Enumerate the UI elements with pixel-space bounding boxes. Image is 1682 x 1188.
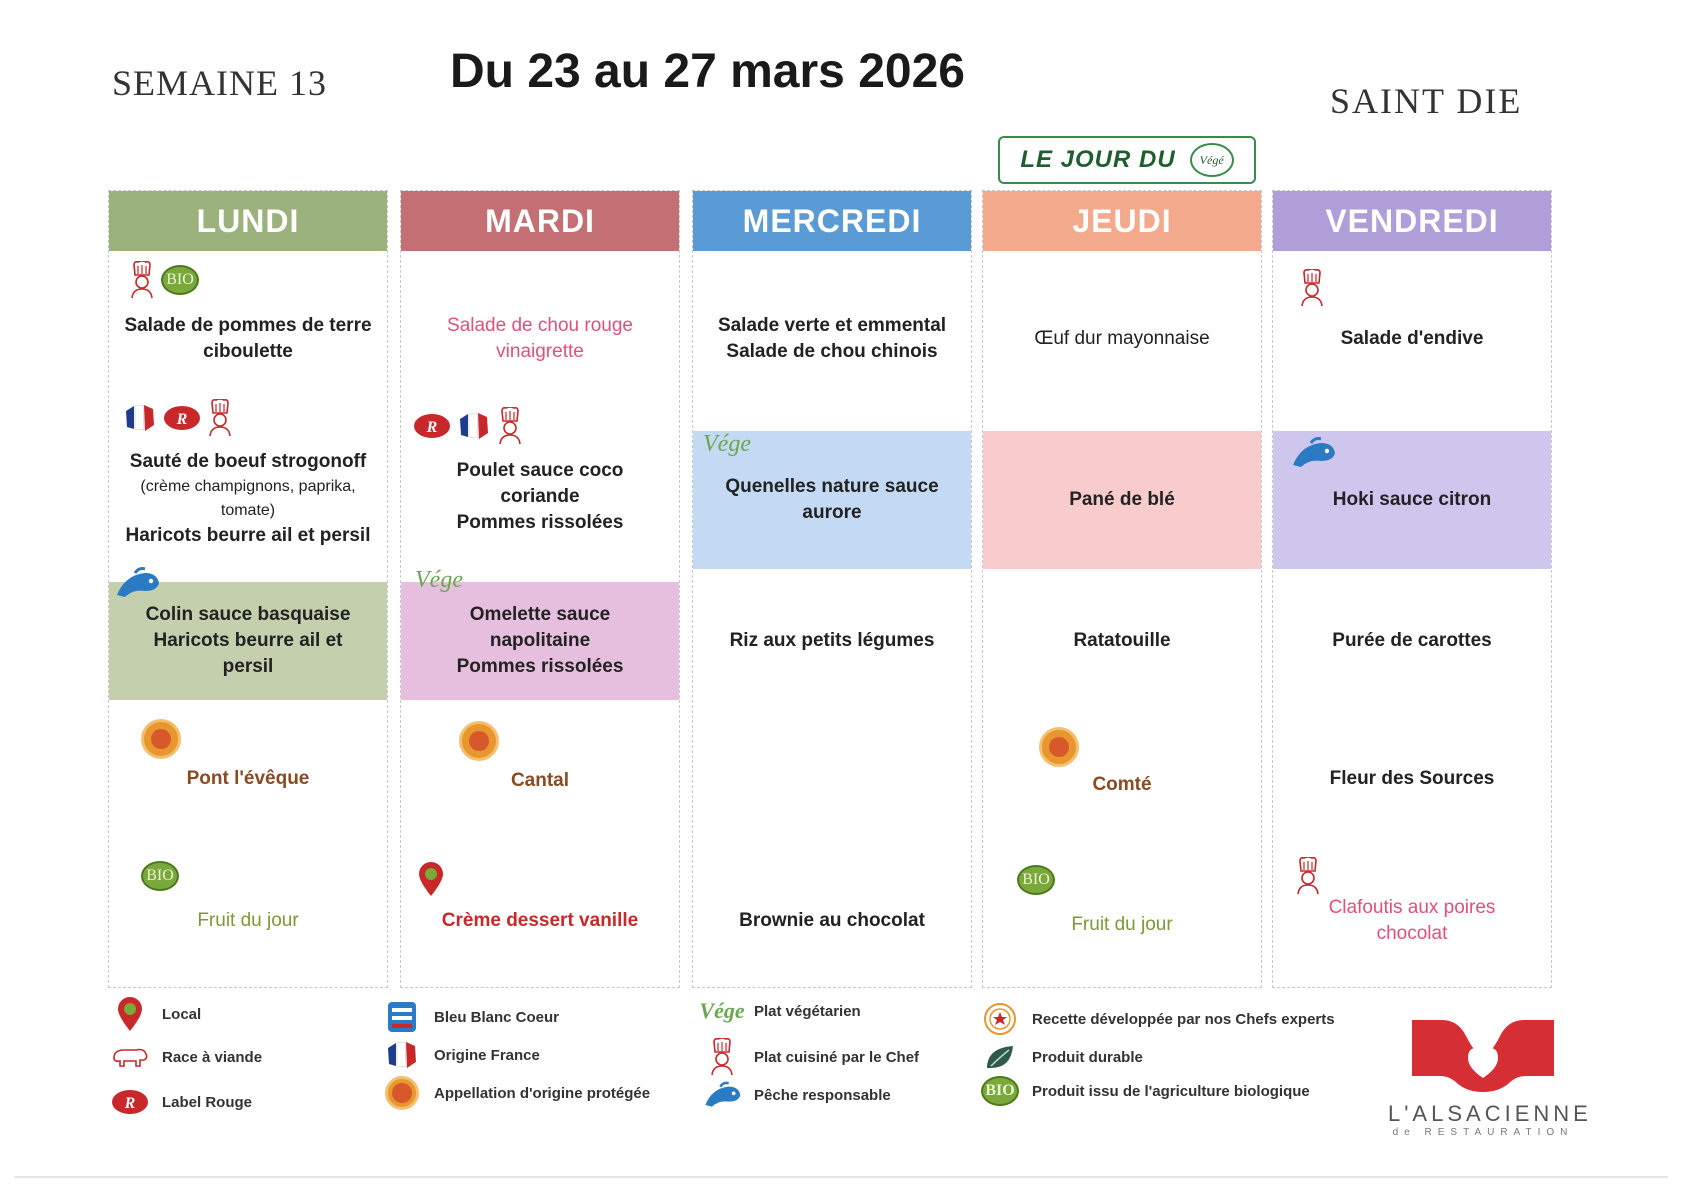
cheese <box>983 767 1261 803</box>
side-dish <box>693 623 971 659</box>
legend-bio-label: Produit issu de l'agriculture biologique <box>1032 1082 1310 1100</box>
label-rouge-icon <box>111 1088 149 1116</box>
dessert-text: Fruit du jour <box>1071 914 1173 935</box>
chef-icon <box>709 1038 735 1076</box>
bio-icon: BIO <box>141 861 179 891</box>
main-dish-text: Hoki sauce citron <box>1332 489 1492 510</box>
aop-icon <box>1039 727 1079 767</box>
vege-icon: Vége <box>699 998 745 1023</box>
legend-label-rouge <box>108 1088 252 1116</box>
city-name: SAINT DIE <box>1330 81 1523 121</box>
vege-day-banner <box>998 136 1256 184</box>
star-badge-icon <box>983 1002 1017 1036</box>
local-icon <box>116 996 144 1032</box>
france-icon <box>385 1040 419 1070</box>
day-column-vendredi <box>1272 190 1552 988</box>
day-header-mercredi: MERCREDI <box>693 191 971 251</box>
chef-icon <box>497 407 523 445</box>
dessert <box>983 907 1261 943</box>
week-number: SEMAINE 13 <box>112 63 327 103</box>
main-dish-1-name: Poulet sauce coco coriande <box>456 460 624 507</box>
label-rouge-icon <box>413 412 451 440</box>
legend-race <box>108 1044 262 1070</box>
main-dish-1-name: Sauté de boeuf strogonoff <box>129 451 367 472</box>
cow-icon <box>110 1044 150 1070</box>
main-dish-1-side: Haricots beurre ail et persil <box>125 525 371 546</box>
main-dish-2-text: Colin sauce basquaise Haricots beurre ail et persil <box>145 604 351 677</box>
company-logo <box>1388 1018 1592 1138</box>
day-column-lundi <box>108 190 388 988</box>
dessert-text: Fruit du jour <box>197 910 299 931</box>
dessert-icons <box>1017 865 1055 895</box>
logo-subtitle: de RESTAURATION <box>1392 1127 1574 1138</box>
side-dish-text: Ratatouille <box>1073 630 1171 651</box>
main-dish-2-side: Pommes rissolées <box>456 656 624 677</box>
legend-race-label: Race à viande <box>162 1048 263 1066</box>
main-icons <box>123 399 233 437</box>
day-header-lundi: LUNDI <box>109 191 387 251</box>
dessert <box>1273 891 1551 951</box>
starter-text: Salade d'endive <box>1340 328 1484 349</box>
label-rouge-icon <box>163 404 201 432</box>
legend-aop <box>380 1076 650 1110</box>
starter-icons <box>1299 269 1325 307</box>
aop-icon <box>141 719 181 759</box>
day-header-jeudi: JEUDI <box>983 191 1261 251</box>
legend-bbc-label: Bleu Blanc Coeur <box>434 1008 560 1026</box>
cheese <box>401 763 679 799</box>
fish-icon <box>1287 435 1339 471</box>
france-icon <box>123 403 157 433</box>
starter <box>1273 309 1551 369</box>
legend-local <box>108 996 201 1032</box>
cheese-icons <box>141 719 181 759</box>
starter <box>109 309 387 369</box>
legend-vege-label: Plat végétarien <box>754 1002 861 1020</box>
legend-label-rouge-label: Label Rouge <box>162 1093 253 1111</box>
legend-vege <box>700 998 861 1024</box>
local-icon <box>417 861 445 897</box>
vege-icon: Vége <box>415 567 463 593</box>
legend-chef <box>700 1038 919 1076</box>
vege-banner-text: LE JOUR DU <box>1020 146 1176 173</box>
main-dish-text: Pané de blé <box>1069 489 1175 510</box>
dessert-icons <box>141 861 179 891</box>
starter-icons <box>129 261 199 299</box>
france-icon <box>457 411 491 441</box>
cheese-text: Comté <box>1092 774 1152 795</box>
side-dish <box>1273 623 1551 659</box>
main-dish-2 <box>401 582 679 700</box>
page-title: Du 23 au 27 mars 2026 <box>450 45 965 98</box>
starter <box>983 309 1261 369</box>
side-dish-text: Purée de carottes <box>1332 630 1492 651</box>
starter-text: Salade de pommes de terre ciboulette <box>124 315 372 362</box>
legend-peche <box>700 1080 891 1110</box>
cheese-icons <box>459 721 499 761</box>
dessert <box>693 903 971 939</box>
legend-recette-label: Recette développée par nos Chefs experts <box>1032 1010 1335 1028</box>
day-column-mardi <box>400 190 680 988</box>
vege-badge-icon: Végé <box>1190 143 1234 177</box>
main-dish-1-detail: (crème champignons, paprika, tomate) <box>140 478 356 519</box>
main-dish-1 <box>109 447 387 551</box>
bio-icon: BIO <box>1017 865 1055 895</box>
day-column-mercredi <box>692 190 972 988</box>
side-dish <box>983 623 1261 659</box>
day-header-vendredi: VENDREDI <box>1273 191 1551 251</box>
legend-aop-label: Appellation d'origine protégée <box>434 1084 651 1102</box>
chef-icon <box>1295 857 1321 895</box>
cheese <box>109 761 387 797</box>
legend-france-label: Origine France <box>434 1046 540 1064</box>
dessert-icons <box>1295 857 1321 895</box>
starter-text: Salade de chou rouge vinaigrette <box>447 315 633 362</box>
dessert <box>401 903 679 939</box>
legend-peche-label: Pêche responsable <box>754 1086 891 1104</box>
fish-icon <box>700 1080 744 1110</box>
aop-icon <box>459 721 499 761</box>
legend-local-label: Local <box>162 1005 202 1023</box>
starter-text: Œuf dur mayonnaise <box>1034 328 1210 349</box>
main-dish-1 <box>401 457 679 537</box>
main-dish-1-side: Pommes rissolées <box>456 512 624 533</box>
main-dish-text: Quenelles nature sauce aurore <box>725 476 939 523</box>
vege-icon: Vége <box>703 431 751 457</box>
dessert-text: Clafoutis aux poires chocolat <box>1328 897 1496 944</box>
dessert-text: Crème dessert vanille <box>441 910 639 931</box>
legend-bio <box>978 1076 1310 1106</box>
logo-mark-icon <box>1408 1018 1558 1092</box>
bleu-blanc-coeur-icon <box>386 1000 418 1034</box>
cheese-icons <box>1039 727 1079 767</box>
main-dish-2-name: Omelette sauce napolitaine <box>469 604 611 651</box>
side-dish-text: Riz aux petits légumes <box>729 630 935 651</box>
chef-icon <box>129 261 155 299</box>
main-dish <box>983 431 1261 569</box>
bottom-divider <box>14 1176 1668 1178</box>
main-icons <box>413 407 523 445</box>
legend-durable <box>978 1042 1143 1072</box>
cheese-text: Cantal <box>510 770 570 791</box>
chef-icon <box>207 399 233 437</box>
legend-chef-label: Plat cuisiné par le Chef <box>754 1048 920 1066</box>
day-header-mardi: MARDI <box>401 191 679 251</box>
legend-france <box>380 1040 540 1070</box>
chef-icon <box>1299 269 1325 307</box>
day-column-jeudi <box>982 190 1262 988</box>
starter <box>693 309 971 369</box>
cheese-text: Fleur des Sources <box>1329 768 1495 789</box>
dessert <box>109 903 387 939</box>
logo-name: L'ALSACIENNE <box>1388 1101 1592 1126</box>
starter <box>401 309 679 369</box>
dessert-icons <box>417 861 445 897</box>
cheese-text: Pont l'évêque <box>186 768 310 789</box>
bio-icon: BIO <box>981 1076 1019 1106</box>
starter-1-text: Salade verte et emmental <box>717 315 947 336</box>
legend-durable-label: Produit durable <box>1032 1048 1143 1066</box>
fish-icon <box>111 565 163 601</box>
starter-2-text: Salade de chou chinois <box>726 341 938 362</box>
legend-bbc <box>380 1000 559 1034</box>
legend-recette <box>978 1002 1335 1036</box>
cheese <box>1273 761 1551 797</box>
bio-icon: BIO <box>161 265 199 295</box>
dessert-text: Brownie au chocolat <box>739 910 925 931</box>
leaf-icon <box>983 1042 1017 1072</box>
aop-icon <box>385 1076 419 1110</box>
